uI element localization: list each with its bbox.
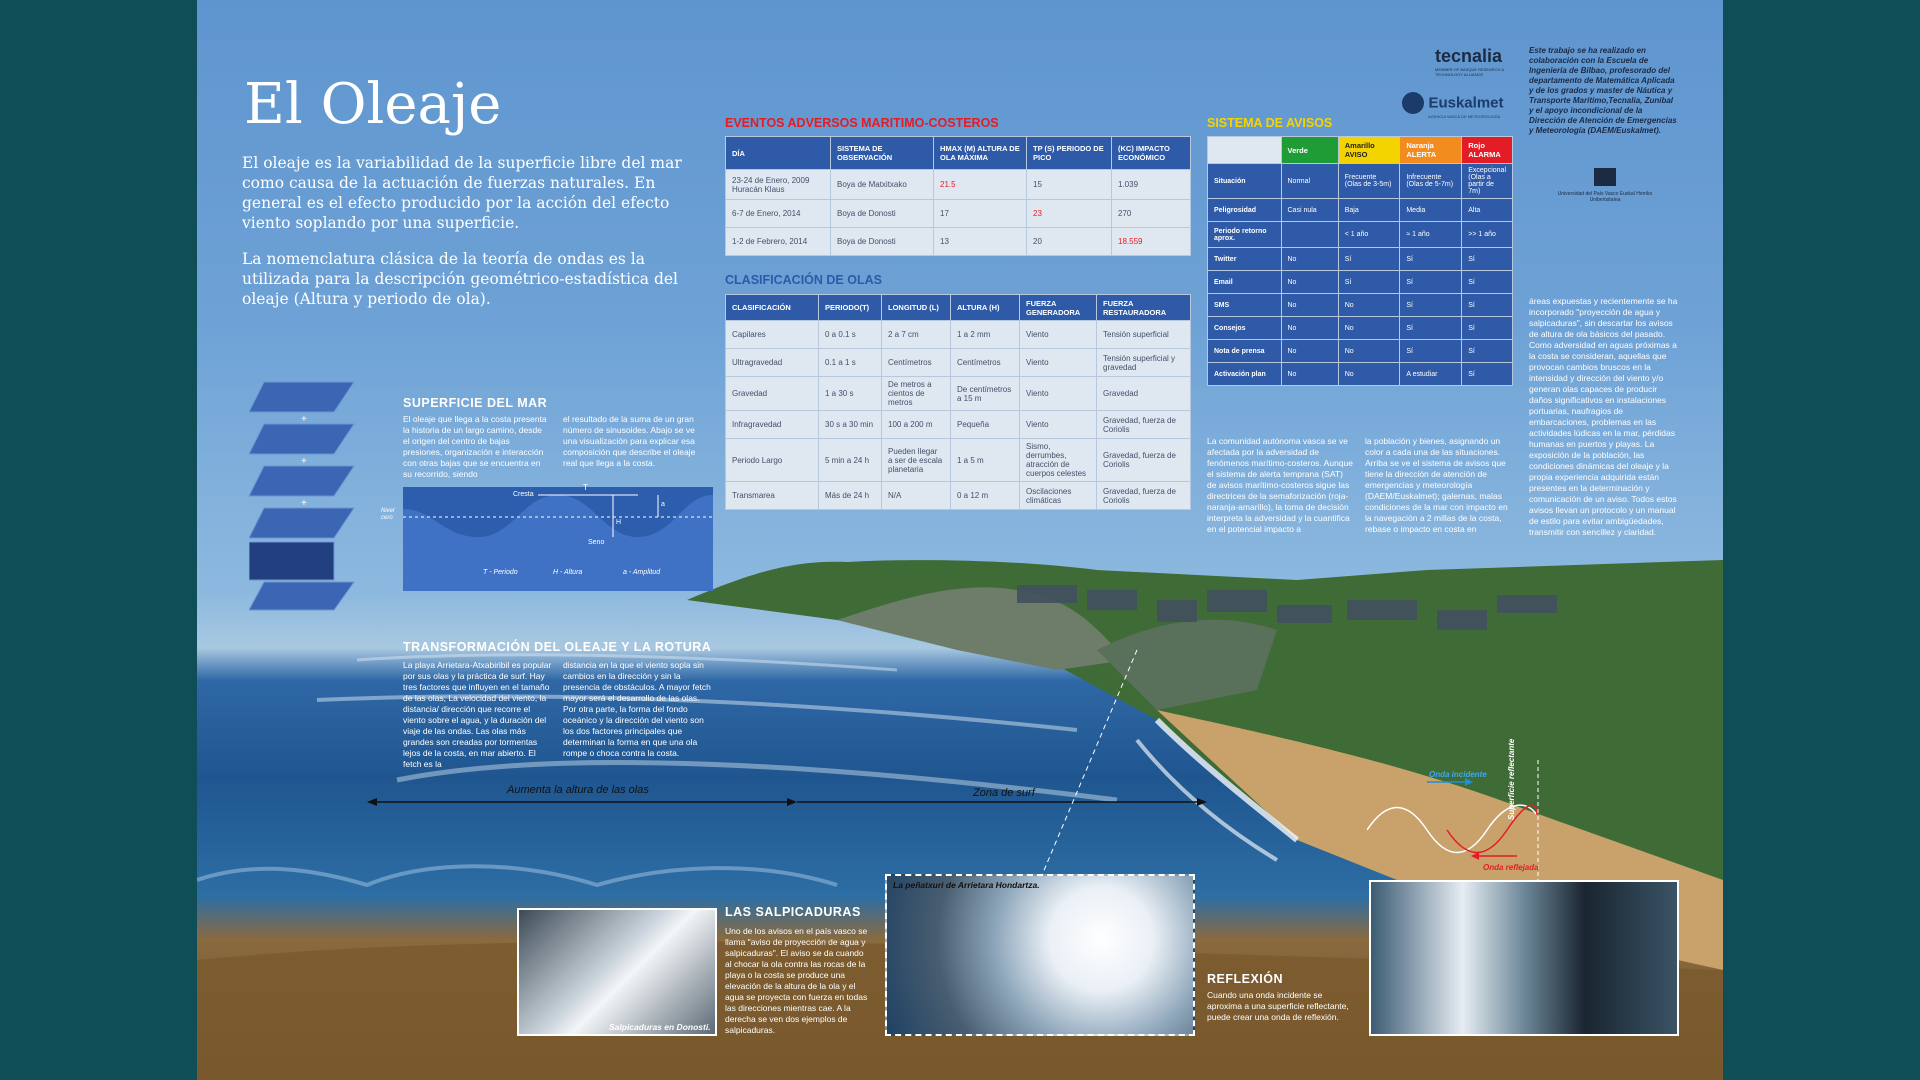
eventos-cell: 13 <box>934 228 1027 256</box>
avisos-cell: ≈ 1 año <box>1400 222 1462 248</box>
reflexion-title: REFLEXIÓN <box>1207 972 1284 986</box>
avisos-cell: Sí <box>1338 271 1400 294</box>
avisos-row <box>1208 164 1513 199</box>
avisos-row-label: Consejos <box>1208 317 1282 340</box>
euskalmet-logo <box>1402 92 1512 119</box>
upv-wordmark: Universidad del País Vasco Euskal Herriko Unibertsitatea <box>1557 191 1653 203</box>
clasificacion-row <box>726 411 1191 439</box>
avisos-cell: Sí <box>1338 248 1400 271</box>
reflexion-photo <box>1369 880 1679 1036</box>
avisos-cell: No <box>1281 294 1338 317</box>
avisos-cell: No <box>1281 363 1338 386</box>
poster <box>197 0 1723 1080</box>
avisos-row <box>1208 222 1513 248</box>
salpicaduras-text: Uno de los avisos en el país vasco se llama "aviso de proyección de agua y salpicaduras". El aviso se da cuando al chocar la ola contra las rocas de la playa o la costa se produce una elevación de la altura de la ola y el agua se proyecta con fuerza en todas las direcciones mientras cae. A la derecha se ven dos ejemplos de salpicaduras. <box>725 926 868 1035</box>
tecnalia-logo <box>1435 46 1515 77</box>
avisos-cell: Alta <box>1462 199 1513 222</box>
avisos-cell: No <box>1338 317 1400 340</box>
avisos-cell <box>1281 222 1338 248</box>
avisos-row-label: Twitter <box>1208 248 1282 271</box>
eventos-header: TP (S) PERIODO DE PICO <box>1027 137 1112 170</box>
wave-label-mean-level: Nivel cero <box>381 508 395 521</box>
arrow-label-height: Aumenta la altura de las olas <box>507 784 649 796</box>
superficie-text-2: el resultado de la suma de un gran número de sinusoides. Abajo se ve una visualización para explicar esa composición que describe el oleaje real que llega a la costa. <box>563 414 696 468</box>
clasificacion-cell: Pueden llegar a ser de escala planetaria <box>882 439 951 482</box>
clasificacion-header: FUERZA RESTAURADORA <box>1097 295 1191 321</box>
upv-emblem-icon <box>1594 168 1616 186</box>
clasificacion-cell: Centímetros <box>951 349 1020 377</box>
wave-label-period: T <box>583 483 588 492</box>
clasificacion-header: LONGITUD (L) <box>882 295 951 321</box>
label-superficie-reflectante: Superficie reflectante <box>1507 738 1516 820</box>
svg-text:+: + <box>301 456 307 467</box>
clasificacion-row <box>726 321 1191 349</box>
clasificacion-row <box>726 439 1191 482</box>
label-onda-reflejada: Onda reflejada <box>1483 863 1539 872</box>
svg-text:+: + <box>301 498 307 509</box>
clasificacion-row <box>726 377 1191 411</box>
avisos-cell: Sí <box>1462 340 1513 363</box>
svg-text:+: + <box>301 414 307 425</box>
salpicaduras-photo-arrietara <box>885 874 1195 1036</box>
avisos-cell: No <box>1338 363 1400 386</box>
clasificacion-header: FUERZA GENERADORA <box>1020 295 1097 321</box>
avisos-header-naranja: Naranja ALERTA <box>1400 137 1462 164</box>
clasificacion-header: PERIODO(T) <box>819 295 882 321</box>
avisos-cell: Sí <box>1462 248 1513 271</box>
avisos-cell: Infrecuente (Olas de 5-7m) <box>1400 164 1462 199</box>
avisos-row <box>1208 340 1513 363</box>
wave-layers-illustration <box>249 372 359 612</box>
clasificacion-cell: 30 s a 30 min <box>819 411 882 439</box>
tecnalia-wordmark: tecnalia <box>1435 46 1503 66</box>
label-onda-incidente: Onda incidente <box>1429 770 1487 779</box>
clasificacion-cell: Viento <box>1020 349 1097 377</box>
clasificacion-cell: Centímetros <box>882 349 951 377</box>
avisos-row <box>1208 199 1513 222</box>
eventos-cell: 1.039 <box>1112 170 1191 200</box>
avisos-cell: Sí <box>1462 363 1513 386</box>
clasificacion-cell: Transmarea <box>726 482 819 510</box>
clasificacion-cell: 0 a 0.1 s <box>819 321 882 349</box>
avisos-row-label: Nota de prensa <box>1208 340 1282 363</box>
clasificacion-cell: 100 a 200 m <box>882 411 951 439</box>
arrow-label-surf: Zona de surf <box>973 787 1035 799</box>
caption-donosti: Salpicaduras en Donosti. <box>609 1022 711 1032</box>
clasificacion-cell: Gravedad <box>726 377 819 411</box>
eventos-cell: 20 <box>1027 228 1112 256</box>
clasificacion-cell: 1 a 5 m <box>951 439 1020 482</box>
eventos-cell: 18.559 <box>1112 228 1191 256</box>
clasificacion-cell: Viento <box>1020 321 1097 349</box>
clasificacion-header: CLASIFICACIÓN <box>726 295 819 321</box>
eventos-cell: 23 <box>1027 200 1112 228</box>
wave-label-height: H <box>616 519 622 526</box>
eventos-cell: Boya de Donosti <box>831 200 934 228</box>
clasificacion-row <box>726 482 1191 510</box>
reflexion-text: Cuando una onda incidente se aproxima a una superficie reflectante, puede crear una onda de reflexión. <box>1207 990 1349 1022</box>
photo-pointer-line <box>1037 640 1147 880</box>
avisos-cell: Sí <box>1400 271 1462 294</box>
clasificacion-cell: Infragravedad <box>726 411 819 439</box>
clasificacion-cell: Tensión superficial y gravedad <box>1097 349 1191 377</box>
avisos-cell: < 1 año <box>1338 222 1400 248</box>
avisos-title: SISTEMA DE AVISOS <box>1207 116 1333 130</box>
clasificacion-cell: Oscilaciones climáticas <box>1020 482 1097 510</box>
eventos-cell: 17 <box>934 200 1027 228</box>
avisos-cell: Sí <box>1462 317 1513 340</box>
eventos-cell: Boya de Donosti <box>831 228 934 256</box>
avisos-cell: Sí <box>1462 271 1513 294</box>
avisos-text-3: áreas expuestas y recientemente se ha incorporado "proyección de agua y salpicaduras", sin descartar los avisos de altura de ola básicos del pasado. Como adversidad en aguas próximas a la costa se consideran, aquellas que provocan cambios bruscos en la intensidad y dirección del viento y/o generan olas capaces de producir daños significativos en instalaciones portuarias, naufragios de embarcaciones, problemas en las actividades lúdicas en la mar, pérdidas humanas en puertos y playas. La exposición de la población, las condiciones dinámicas del oleaje y la propia experiencia adquirida están presentes en la determinación y comunicación de un aviso. Todos estos avisos llevan un protocolo y un manual de estilo para evitar ambigüedades, transmitir con sencillez y claridad. <box>1529 296 1678 537</box>
clasificacion-header: ALTURA (H) <box>951 295 1020 321</box>
avisos-header-blank <box>1208 137 1282 164</box>
avisos-row <box>1208 248 1513 271</box>
avisos-cell: Frecuente (Olas de 3-5m) <box>1338 164 1400 199</box>
euskalmet-subtitle: AGENCIA VASCA DE METEOROLOGÍA <box>1428 114 1501 119</box>
clasificacion-cell: Gravedad, fuerza de Coriolis <box>1097 439 1191 482</box>
clasificacion-title: CLASIFICACIÓN DE OLAS <box>725 273 882 287</box>
avisos-cell: No <box>1338 294 1400 317</box>
avisos-row <box>1208 294 1513 317</box>
wave-legend-a: a - Amplitud <box>623 569 661 576</box>
clasificacion-cell: 0 a 12 m <box>951 482 1020 510</box>
clasificacion-cell: De centímetros a 15 m <box>951 377 1020 411</box>
clasificacion-cell: Viento <box>1020 377 1097 411</box>
eventos-cell: Boya de Matxitxako <box>831 170 934 200</box>
eventos-table <box>725 136 1191 256</box>
clasificacion-cell: Pequeña <box>951 411 1020 439</box>
avisos-cell: Casi nula <box>1281 199 1338 222</box>
clasificacion-cell: 2 a 7 cm <box>882 321 951 349</box>
avisos-cell: No <box>1281 317 1338 340</box>
avisos-cell: No <box>1281 340 1338 363</box>
avisos-cell: Sí <box>1400 294 1462 317</box>
wave-label-amplitude: a <box>661 501 665 508</box>
avisos-row <box>1208 271 1513 294</box>
clasificacion-row <box>726 349 1191 377</box>
transformacion-text-1: La playa Arrietara-Atxabiribil es popular por sus olas y la práctica de surf. Hay tres factores que influyen en el tamaño de las olas; La velocidad del viento, la distancia/ dirección que recorre el viento sobre el agua, y la duración del viaje de las ondas. Las olas más grandes son creadas por tormentas lejos de la costa, en mar abierto. El fetch es la <box>403 660 552 769</box>
avisos-cell: Excepcional (Olas a partir de 7m) <box>1462 164 1513 199</box>
avisos-cell: No <box>1338 340 1400 363</box>
clasificacion-cell: 1 a 2 mm <box>951 321 1020 349</box>
intro-paragraph-2: La nomenclatura clásica de la teoría de ondas es la utilizada para la descripción geométrico-estadística del oleaje (Altura y periodo de ola). <box>242 250 679 308</box>
eventos-cell: 270 <box>1112 200 1191 228</box>
avisos-cell: Baja <box>1338 199 1400 222</box>
clasificacion-table <box>725 294 1191 510</box>
avisos-row-label: Peligrosidad <box>1208 199 1282 222</box>
clasificacion-cell: 5 min a 24 h <box>819 439 882 482</box>
clasificacion-cell: Tensión superficial <box>1097 321 1191 349</box>
credits-text: Este trabajo se ha realizado en colaboración con la Escuela de Ingeniería de Bilbao, profesorado del departamento de Matemática Aplicada y de los grados y master de Náutica y Transporte Marítimo,Tecnalia, Zunibal y el apoyo incondicional de la Dirección de Atención de Emergencias y Meteorología (DAEM/Euskalmet). <box>1529 46 1677 135</box>
intro-paragraph-1: El oleaje es la variabilidad de la superficie libre del mar como causa de la actuación de fuerzas naturales. En general es el efecto producido por la acción del efecto viento soplando por una superficie. <box>242 154 682 232</box>
superficie-text-1: El oleaje que llega a la costa presenta la historia de un largo camino, desde el origen del centro de bajas presiones, organización e interacción con otras bajas que se encuentra en su recorrido, siendo <box>403 414 547 479</box>
clasificacion-cell: Ultragravedad <box>726 349 819 377</box>
clasificacion-cell: De metros a cientos de metros <box>882 377 951 411</box>
transformacion-title: TRANSFORMACIÓN DEL OLEAJE Y LA ROTURA <box>403 640 712 654</box>
clasificacion-cell: Viento <box>1020 411 1097 439</box>
avisos-text-1: La comunidad autónoma vasca se ve afectada por la adversidad de fenómenos marítimo-costeros. Aunque el sistema de alerta temprana (SAT) de avisos marítimo-costeros sigue las directrices de la semaforización (roja-naranja-amarillo), la toma de decisión interpreta la adversidad y la cuantifica en el potencial impacto a <box>1207 436 1353 534</box>
eventos-header: (KC) IMPACTO ECONÓMICO <box>1112 137 1191 170</box>
avisos-text-2: la población y bienes, asignando un color a cada una de las situaciones. Arriba se ve el sistema de avisos que tiene la dirección de atención de emergencias y meteorología (DAEM/Euskalmet); galernas, malas condiciones de la mar con impacto en la navegación a 2 millas de la costa, rebase o impacto en costa en <box>1365 436 1508 534</box>
wave-label-trough: Seno <box>588 539 605 546</box>
euskalmet-swirl-icon <box>1402 92 1424 114</box>
avisos-row <box>1208 317 1513 340</box>
avisos-cell: Sí <box>1462 294 1513 317</box>
clasificacion-cell: Más de 24 h <box>819 482 882 510</box>
avisos-cell: No <box>1281 271 1338 294</box>
eventos-cell: 6-7 de Enero, 2014 <box>726 200 831 228</box>
avisos-cell: No <box>1281 248 1338 271</box>
avisos-cell: Media <box>1400 199 1462 222</box>
eventos-cell: 23-24 de Enero, 2009 Huracán Klaus <box>726 170 831 200</box>
eventos-title: EVENTOS ADVERSOS MARITIMO-COSTEROS <box>725 116 999 130</box>
eventos-header: SISTEMA DE OBSERVACIÓN <box>831 137 934 170</box>
avisos-header-verde: Verde <box>1281 137 1338 164</box>
avisos-header-amarillo: Amarillo AVISO <box>1338 137 1400 164</box>
avisos-cell: Sí <box>1400 340 1462 363</box>
eventos-cell: 21.5 <box>934 170 1027 200</box>
avisos-cell: A estudiar <box>1400 363 1462 386</box>
tecnalia-subtitle: MEMBER OF BASQUE RESEARCH & TECHNOLOGY ALLIANCE <box>1435 67 1505 77</box>
upv-logo <box>1555 168 1655 203</box>
avisos-cell: Sí <box>1400 248 1462 271</box>
euskalmet-wordmark: Euskalmet <box>1428 94 1504 112</box>
clasificacion-cell: 0.1 a 1 s <box>819 349 882 377</box>
caption-arrietara: La peñatxuri de Arrietara Hondartza. <box>893 880 1040 890</box>
clasificacion-cell: Gravedad <box>1097 377 1191 411</box>
avisos-row <box>1208 363 1513 386</box>
salpicaduras-title: LAS SALPICADURAS <box>725 905 861 919</box>
superficie-title: SUPERFICIE DEL MAR <box>403 396 548 410</box>
avisos-header-rojo: Rojo ALARMA <box>1462 137 1513 164</box>
clasificacion-cell: 1 a 30 s <box>819 377 882 411</box>
avisos-row-label: Periodo retorno aprox. <box>1208 222 1282 248</box>
clasificacion-cell: Gravedad, fuerza de Coriolis <box>1097 482 1191 510</box>
avisos-row-label: SMS <box>1208 294 1282 317</box>
avisos-row-label: Email <box>1208 271 1282 294</box>
avisos-cell: Normal <box>1281 164 1338 199</box>
transformacion-text-2: distancia en la que el viento sopla sin cambios en la dirección y sin la presencia de obstáculos. A mayor fetch mayor será el desarrollo de las olas. Por otra parte, la forma del fondo oceánico y la dirección del viento son los dos factores principales que determinan la forma en que una ola rompe o choca contra la costa. <box>563 660 711 758</box>
clasificacion-cell: N/A <box>882 482 951 510</box>
clasificacion-cell: Gravedad, fuerza de Coriolis <box>1097 411 1191 439</box>
salpicaduras-photo-donosti <box>517 908 717 1036</box>
clasificacion-cell: Sismo, derrumbes, atracción de cuerpos celestes <box>1020 439 1097 482</box>
avisos-row-label: Activación plan <box>1208 363 1282 386</box>
poster-title: El Oleaje <box>244 72 502 137</box>
eventos-cell: 15 <box>1027 170 1112 200</box>
clasificacion-cell: Capilares <box>726 321 819 349</box>
wave-label-crest: Cresta <box>513 491 534 498</box>
wave-diagram <box>403 483 713 591</box>
clasificacion-cell: Periodo Largo <box>726 439 819 482</box>
avisos-table <box>1207 136 1513 386</box>
avisos-cell: Sí <box>1400 317 1462 340</box>
eventos-header: DÍA <box>726 137 831 170</box>
avisos-row-label: Situación <box>1208 164 1282 199</box>
eventos-cell: 1-2 de Febrero, 2014 <box>726 228 831 256</box>
wave-legend-t: T - Periodo <box>483 569 518 576</box>
avisos-cell: >> 1 año <box>1462 222 1513 248</box>
wave-legend-h: H - Altura <box>553 569 583 576</box>
eventos-header: HMAX (M) ALTURA DE OLA MÁXIMA <box>934 137 1027 170</box>
